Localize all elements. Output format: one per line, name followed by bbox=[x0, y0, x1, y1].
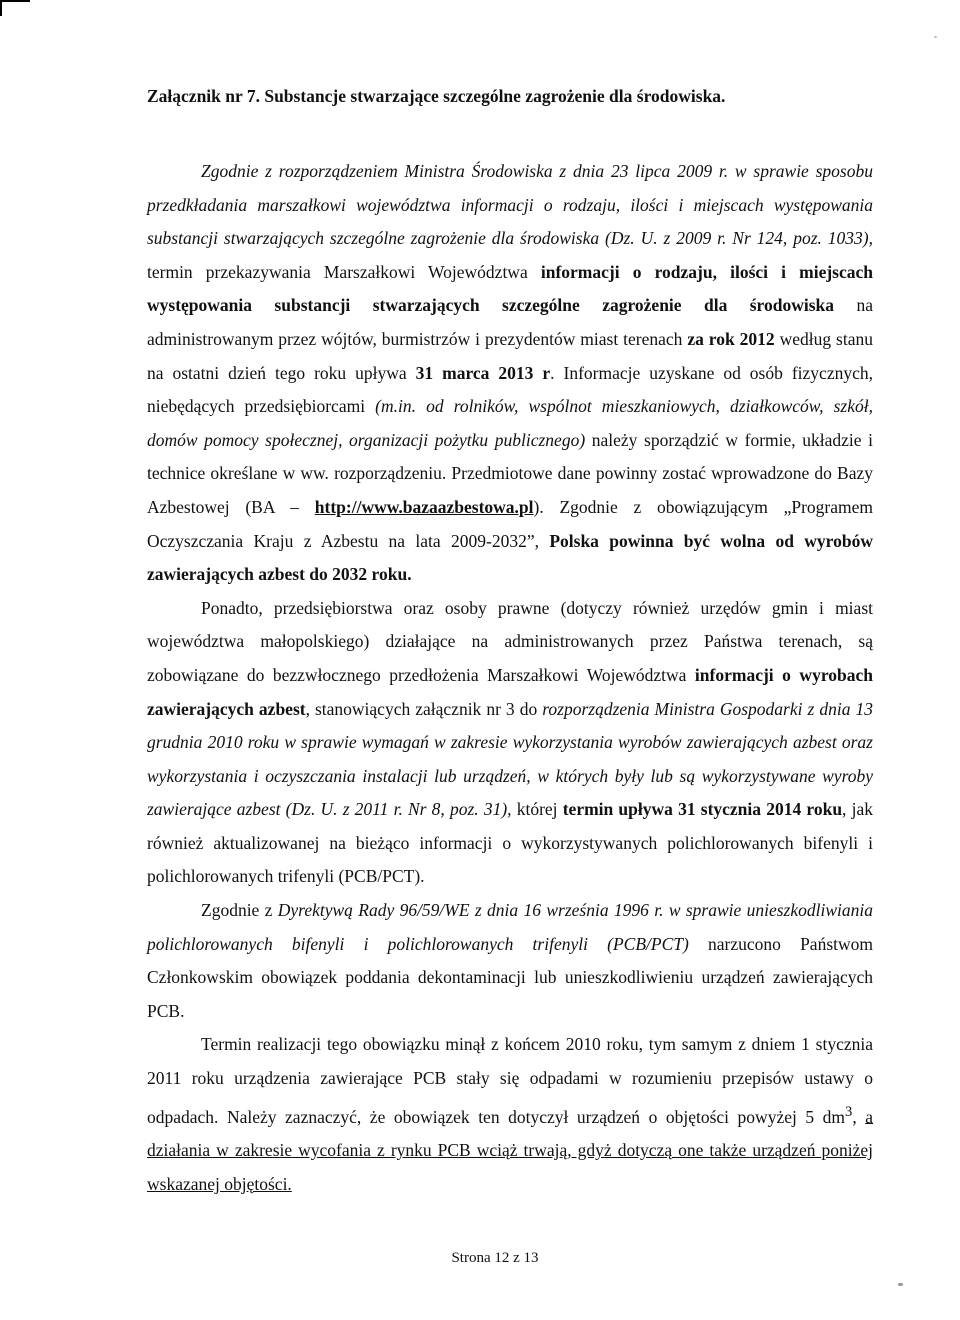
deadline-date: termin upływa 31 stycznia 2014 roku bbox=[562, 799, 843, 820]
paragraph-1: Zgodnie z rozporządzeniem Ministra Środowiska z dnia 23 lipca 2009 r. w sprawie sposobu przedkładania marszałkowi województwa informacji o rodzaju, ilości i miejscach występowania substancji stwarzających szczególne zagrożenie dla środowiska (Dz. U. z 2009 r. Nr 124, poz. 1033), termin przekazywania Marszałkowi Województwa informacji o rodzaju, ilości i miejscach występowania substancji stwarzających szczególne zagrożenie dla środowiska na administrowanym przez wójtów, burmistrzów i prezydentów miast terenach za rok 2012 według stanu na ostatni dzień tego roku upływa 31 marca 2013 r. Informacje uzyskane od osób fizycznych, niebędących przedsiębiorcami (m.in. od rolników, wspólnot mieszkaniowych, działkowców, szkół, domów pomocy społecznej, organizacji pożytku publicznego) należy sporządzić w formie, układzie i technice określane w ww. rozporządzeniu. Przedmiotowe dane powinny zostać wprowadzone do Bazy Azbestowej (BA – http://www.bazaazbestowa.pl). Zgodnie z obowiązującym „Programem Oczyszczania Kraju z Azbestu na lata 2009-2032”, Polska powinna być wolna od wyrobów zawierających azbest do 2032 roku. bbox=[147, 161, 874, 585]
regulation-citation: Zgodnie z rozporządzeniem Ministra Środowiska z dnia 23 lipca 2009 r. w sprawie sposobu przedkładania marszałkowi województwa informacji o rodzaju, ilości i miejscach występowania substancji stwarzających szczególne zagrożenie dla środowiska (Dz. U. z 2009 r. Nr 124, poz. 1033), bbox=[147, 161, 873, 249]
bold-phrase: informacji o wyrobach zawierających azbest bbox=[147, 664, 874, 719]
bold-phrase: Polska powinna być wolna od wyrobów zawierających azbest do 2032 roku. bbox=[147, 530, 874, 585]
underlined-phrase: a działania w zakresie wycofania z rynku PCB wciąż trwają, gdyż dotyczą one także urządzeń poniżej wskazanej objętości. bbox=[147, 1106, 873, 1194]
bazaazbestowa-link[interactable]: http://www.bazaazbestowa.pl bbox=[314, 496, 534, 517]
paragraph-3: Zgodnie z Dyrektywą Rady 96/59/WE z dnia 16 września 1996 r. w sprawie unieszkodliwiania polichlorowanych bifenyli i polichlorowanych trifenyli (PCB/PCT) narzucono Państwom Członkowskim obowiązek poddania dekontaminacji lub unieszkodliwieniu urządzeń zawierających PCB. bbox=[147, 900, 874, 1021]
italic-phrase: (m.in. od rolników, wspólnot mieszkaniowych, działkowców, szkół, domów pomocy społecznej, organizacji pożytku publicznego) bbox=[147, 396, 873, 450]
scan-corner-mark bbox=[0, 0, 30, 16]
scan-speck bbox=[898, 1283, 903, 1286]
document-body bbox=[147, 155, 873, 1201]
scan-speck bbox=[934, 36, 937, 38]
directive-citation: Dyrektywą Rady 96/59/WE z dnia 16 września 1996 r. w sprawie unieszkodliwiania polichlorowanych bifenyli i polichlorowanych trifenyli (PCB/PCT) bbox=[147, 900, 874, 954]
paragraph-2: Ponadto, przedsiębiorstwa oraz osoby prawne (dotyczy również urzędów gmin i miast województwa małopolskiego) działające na administrowanych przez Państwa terenach, są zobowiązane do bezzwłocznego przedłożenia Marszałkowi Województwa informacji o wyrobach zawierających azbest, stanowiących załącznik nr 3 do rozporządzenia Ministra Gospodarki z dnia 13 grudnia 2010 roku w sprawie wymagań w zakresie wykorzystania wyrobów zawierających azbest oraz wykorzystania i oczyszczania instalacji lub urządzeń, w których były lub są wykorzystywane wyroby zawierające azbest (Dz. U. z 2011 r. Nr 8, poz. 31), której termin upływa 31 stycznia 2014 roku, jak również aktualizowanej na bieżąco informacji o wykorzystywanych polichlorowanych bifenyli i polichlorowanych trifenyli (PCB/PCT). bbox=[147, 597, 874, 887]
bold-phrase: informacji o rodzaju, ilości i miejscach występowania substancji stwarzających szczególne zagrożenie dla środowiska bbox=[147, 261, 874, 316]
bold-phrase: za rok 2012 bbox=[687, 328, 775, 349]
regulation-citation: rozporządzenia Ministra Gospodarki z dnia 13 grudnia 2010 roku w sprawie wymagań w zakresie wykorzystania wyrobów zawierających azbest oraz wykorzystania i oczyszczania instalacji lub urządzeń, w których były lub są wykorzystywane wyroby zawierające azbest (Dz. U. z 2011 r. Nr 8, poz. 31), bbox=[147, 698, 873, 820]
deadline-date: 31 marca 2013 r bbox=[415, 362, 551, 383]
annex-heading: Załącznik nr 7. Substancje stwarzające szczególne zagrożenie dla środowiska. bbox=[147, 86, 726, 106]
superscript: 3 bbox=[845, 1103, 853, 1120]
page-number: Strona 12 z 13 bbox=[451, 1250, 539, 1266]
paragraph-4: Termin realizacji tego obowiązku minął z końcem 2010 roku, tym samym z dniem 1 stycznia 2011 roku urządzenia zawierające PCB stały się odpadami w rozumieniu przepisów ustawy o odpadach. Należy zaznaczyć, że obowiązek ten dotyczył urządzeń o objętości powyżej 5 $dm^3$, a działania w zakresie wycofania z rynku PCB wciąż trwają, gdyż dotyczą one także urządzeń poniżej wskazanej objętości. bbox=[147, 1034, 873, 1194]
